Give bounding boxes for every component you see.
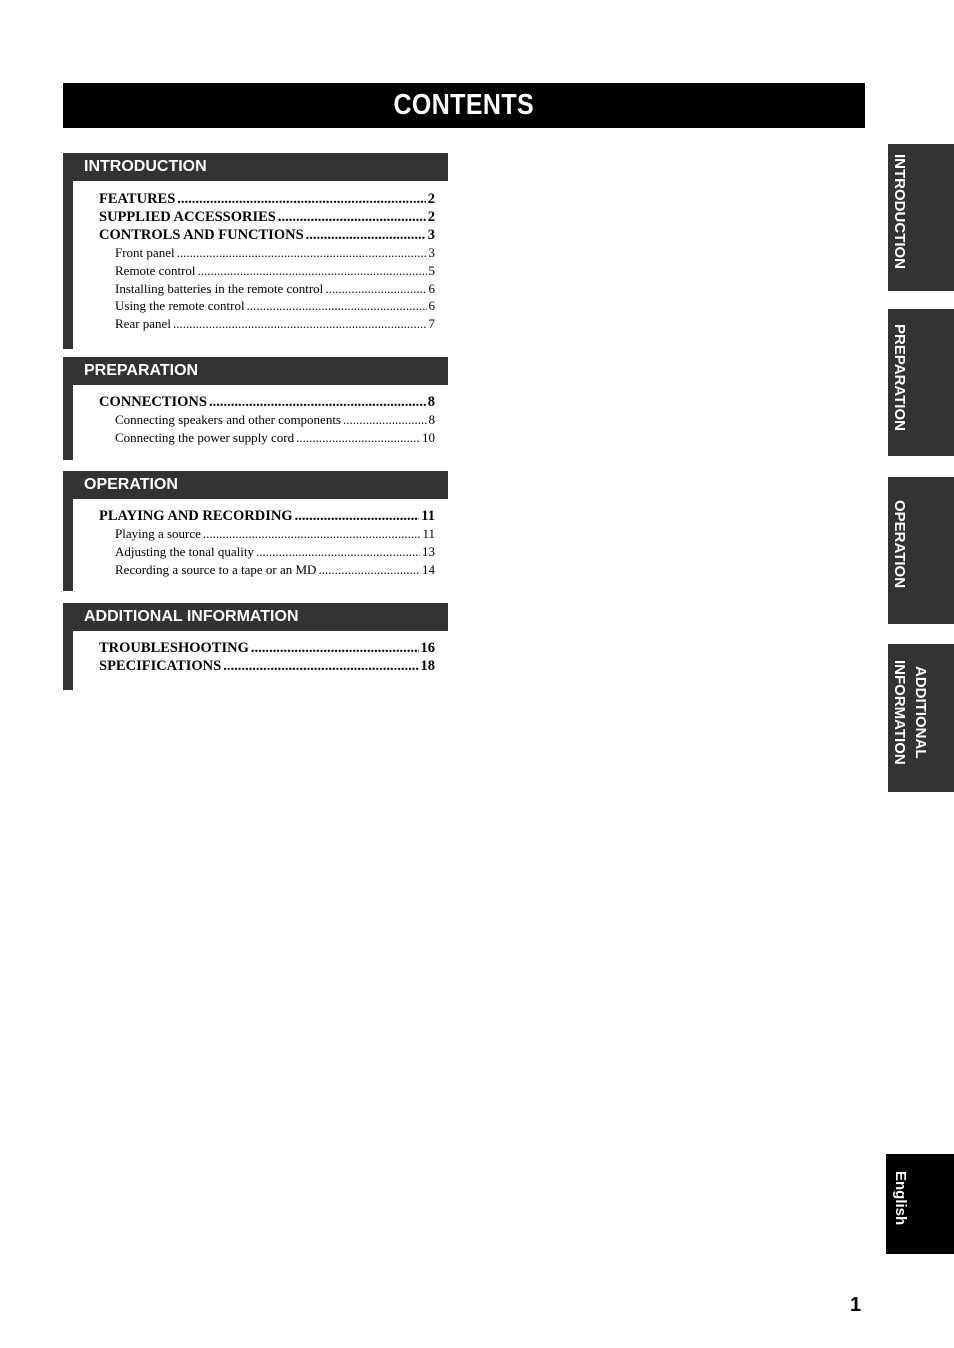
toc-entry-troubleshooting[interactable]: TROUBLESHOOTING ..... 16 [99, 639, 435, 657]
contents-title-bar [63, 83, 865, 128]
toc-entry-using-remote-control[interactable]: Using the remote control ..... 6 [99, 297, 435, 315]
toc-entry-front-panel[interactable]: Front panel ..... 3 [99, 244, 435, 262]
page-number: 1 [850, 1294, 862, 1316]
section-body [63, 181, 448, 349]
section-additional-information [63, 603, 448, 690]
section-body [63, 499, 448, 591]
tab-additional-information[interactable]: ADDITIONAL INFORMATION [888, 644, 954, 792]
section-heading: ADDITIONAL INFORMATION [63, 603, 448, 631]
toc-entry-installing-batteries[interactable]: Installing batteries in the remote control ..... 6 [99, 280, 435, 298]
toc-entry-playing-a-source[interactable]: Playing a source ..... 11 [99, 525, 435, 543]
tab-preparation[interactable]: PREPARATION [888, 309, 954, 456]
toc-entry-recording-a-source[interactable]: Recording a source to a tape or an MD ..... 14 [99, 561, 435, 579]
tab-english[interactable]: English [886, 1154, 954, 1254]
toc-entry-supplied-accessories[interactable]: SUPPLIED ACCESSORIES ..... 2 [99, 208, 435, 226]
toc-entry-connecting-speakers[interactable]: Connecting speakers and other components ..... 8 [99, 411, 435, 429]
toc-entry-rear-panel[interactable]: Rear panel ..... 7 [99, 315, 435, 333]
toc-entry-playing-and-recording[interactable]: PLAYING AND RECORDING ..... 11 [99, 507, 435, 525]
tab-operation[interactable]: OPERATION [888, 477, 954, 624]
toc-entry-connecting-power-cord[interactable]: Connecting the power supply cord ..... 10 [99, 429, 435, 447]
section-preparation [63, 357, 448, 460]
toc-entry-features[interactable]: FEATURES ..... 2 [99, 190, 435, 208]
toc-entry-remote-control[interactable]: Remote control ..... 5 [99, 262, 435, 280]
section-heading: OPERATION [63, 471, 448, 499]
tab-introduction[interactable]: INTRODUCTION [888, 144, 954, 291]
section-heading: PREPARATION [63, 357, 448, 385]
section-heading: INTRODUCTION [63, 153, 448, 181]
page-title: CONTENTS [393, 89, 535, 121]
section-introduction [63, 153, 448, 349]
toc-entry-connections[interactable]: CONNECTIONS ..... 8 [99, 393, 435, 411]
toc-entry-specifications[interactable]: SPECIFICATIONS ..... 18 [99, 657, 435, 675]
section-body [63, 631, 448, 690]
toc-entry-controls-and-functions[interactable]: CONTROLS AND FUNCTIONS ..... 3 [99, 226, 435, 244]
section-operation [63, 471, 448, 591]
section-body [63, 385, 448, 460]
toc-entry-adjusting-tonal-quality[interactable]: Adjusting the tonal quality ..... 13 [99, 543, 435, 561]
